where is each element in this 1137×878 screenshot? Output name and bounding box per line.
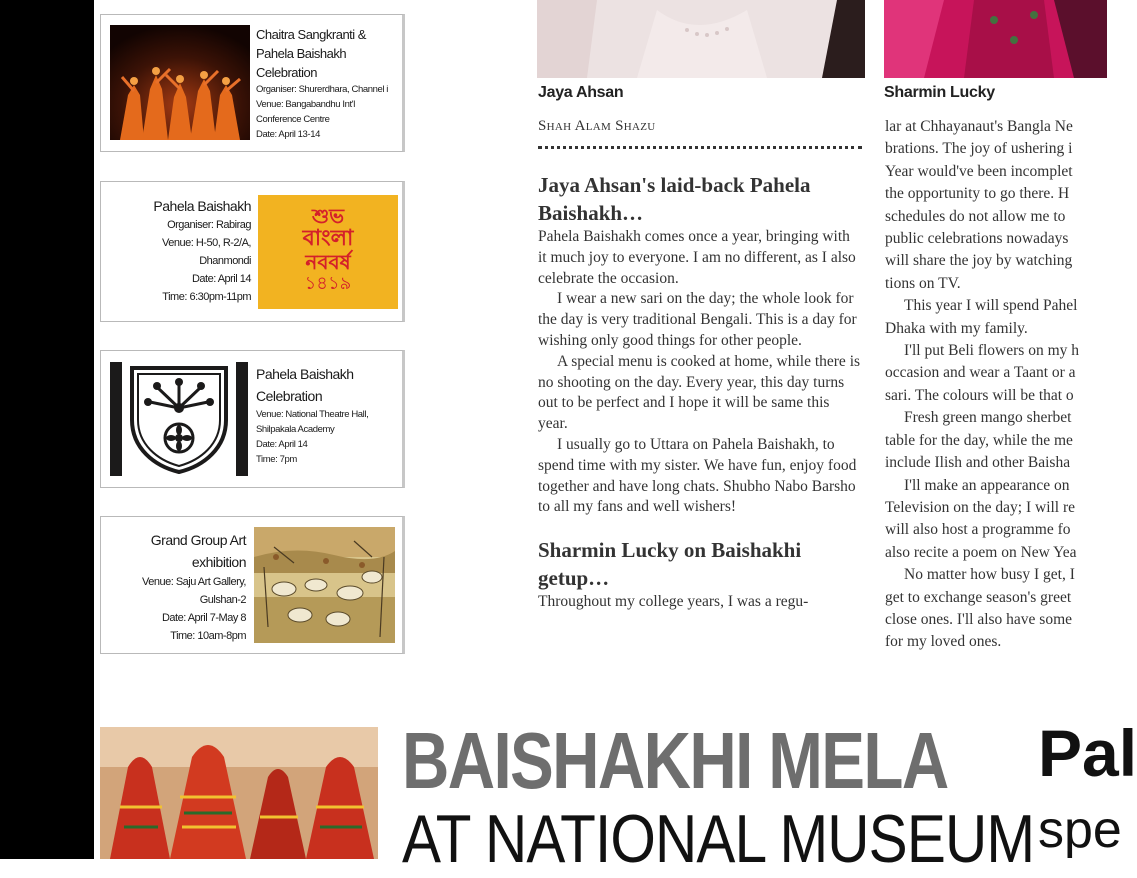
event-2-area: Dhanmondi — [199, 255, 251, 267]
event-1-date: Date: April 13-14 — [256, 129, 320, 140]
col2-line: include Ilish and other Baisha — [885, 454, 1071, 472]
col2-line: This year I will spend Pahel — [904, 297, 1078, 315]
col2-line: public celebrations nowadays — [885, 230, 1069, 248]
event-1-organiser: Organiser: Shurerdhara, Channel i — [256, 84, 389, 95]
event-box-3 — [100, 350, 405, 488]
event-box-4 — [100, 516, 405, 654]
article-column-1 — [538, 171, 862, 613]
event-4-time: Time: 10am-8pm — [170, 630, 246, 642]
jaya-heading: Jaya Ahsan's laid-back Pahela Baishakh… — [538, 173, 811, 225]
col2-line: lar at Chhayanaut's Bangla Ne — [885, 118, 1073, 135]
new-year-poster — [258, 195, 398, 309]
shilpakala-logo — [110, 362, 248, 476]
poster-line-4: ১৪১৯ — [304, 273, 352, 294]
poster-line-3: নববর্ষ — [305, 250, 351, 274]
event-box-1 — [100, 14, 405, 152]
col2-line: Television on the day; I will re — [885, 498, 1076, 516]
event-4-date: Date: April 7-May 8 — [161, 612, 246, 624]
col2-line: brations. The joy of ushering i — [885, 140, 1073, 158]
event-2-time: Time: 6:30pm-11pm — [162, 291, 251, 303]
page-margin-strip — [0, 0, 94, 859]
col1-para-4: I usually go to Uttara on Pahela Baishakh, to spend time with my sister. We have fun, enjoy food together and have long chats. Shubho Nabo Barsho to all my fans and well wishers! — [538, 435, 857, 516]
right-headline: Pal — [1038, 716, 1137, 790]
event-4-venue: Venue: Saju Art Gallery, — [142, 576, 246, 588]
jaya-ahsan-caption: Jaya Ahsan — [538, 84, 624, 101]
col2-line: will share the joy by watching — [885, 252, 1073, 270]
col1-tail: Throughout my college years, I was a regu- — [538, 593, 809, 611]
event-2-organiser: Organiser: Rabirag — [167, 219, 251, 231]
col2-line: I'll make an appearance on — [904, 476, 1070, 494]
col2-line: table for the day, while the me — [885, 431, 1073, 449]
col2-line: sari. The colours will be that o — [885, 386, 1074, 404]
col2-line: for my loved ones. — [885, 633, 1002, 651]
jaya-ahsan-photo — [537, 0, 865, 78]
col2-line: get to exchange season's greet — [885, 588, 1072, 606]
col2-line: No matter how busy I get, I — [904, 566, 1075, 584]
mela-subheadline: AT NATIONAL MUSEUM — [402, 801, 1035, 877]
event-2-date: Date: April 14 — [191, 273, 251, 285]
col2-line: Year would've been incomplet — [885, 162, 1073, 180]
event-2-venue: Venue: H-50, R-2/A, — [162, 237, 251, 249]
event-1-venue: Venue: Bangabandhu Int'l Conference Centre — [256, 99, 355, 125]
dance-photo — [110, 25, 250, 140]
event-3-time: Time: 7pm — [256, 454, 297, 465]
event-4-area: Gulshan-2 — [199, 594, 246, 606]
col2-line: the opportunity to go there. H — [885, 185, 1070, 203]
col2-line: occasion and wear a Taant or a — [885, 364, 1076, 382]
sharmin-heading: Sharmin Lucky on Baishakhi getup… — [538, 538, 802, 591]
event-3-venue-2: Shilpakala Academy — [256, 424, 335, 435]
right-subheadline: spe — [1038, 801, 1122, 859]
col2-line: I'll put Beli flowers on my h — [904, 342, 1079, 360]
col2-line: Fresh green mango sherbet — [904, 409, 1072, 427]
col2-line: close ones. I'll also have some — [885, 610, 1073, 628]
col2-line: schedules do not allow me to — [885, 207, 1066, 225]
mela-headline: BAISHAKHI MELA — [402, 716, 948, 805]
col1-para-2: I wear a new sari on the day; the whole look for the day is very traditional Bengali. This is a day for wishing only good things for other people. — [538, 290, 857, 349]
event-2-title: Pahela Baishakh — [153, 198, 251, 214]
event-4-title: Grand Group Art exhibition — [150, 532, 246, 570]
art-painting — [254, 527, 395, 643]
event-3-venue: Venue: National Theatre Hall, — [256, 409, 369, 420]
event-1-title: Chaitra Sangkranti & Pahela Baishakh Celebration — [256, 27, 366, 80]
col2-line: also recite a poem on New Yea — [885, 543, 1077, 561]
col1-para-1: Pahela Baishakh comes once a year, bringing with it much joy to everyone. I am no different, as I also celebrate the occasion. — [538, 228, 856, 287]
sharmin-lucky-photo — [884, 0, 1107, 78]
event-box-2 — [100, 181, 405, 322]
event-3-date: Date: April 14 — [256, 439, 308, 450]
col2-line: tions on TV. — [885, 274, 961, 292]
mela-crafts-photo — [100, 727, 378, 859]
col1-para-3: A special menu is cooked at home, while there is no shooting on the day. Every year, this day turns out to be perfect and I hope it will be same this year. — [538, 352, 861, 433]
event-3-title: Pahela Baishakh Celebration — [256, 366, 354, 404]
poster-line-1: শুভ — [311, 204, 345, 228]
dotted-divider — [538, 146, 862, 149]
poster-line-2: বাংলা — [302, 226, 354, 251]
sharmin-lucky-caption: Sharmin Lucky — [884, 84, 995, 101]
byline: Shah Alam Shazu — [538, 118, 656, 134]
col2-line: will also host a programme fo — [885, 521, 1071, 539]
col2-line: Dhaka with my family. — [885, 319, 1028, 337]
article-column-2 — [885, 116, 1107, 654]
